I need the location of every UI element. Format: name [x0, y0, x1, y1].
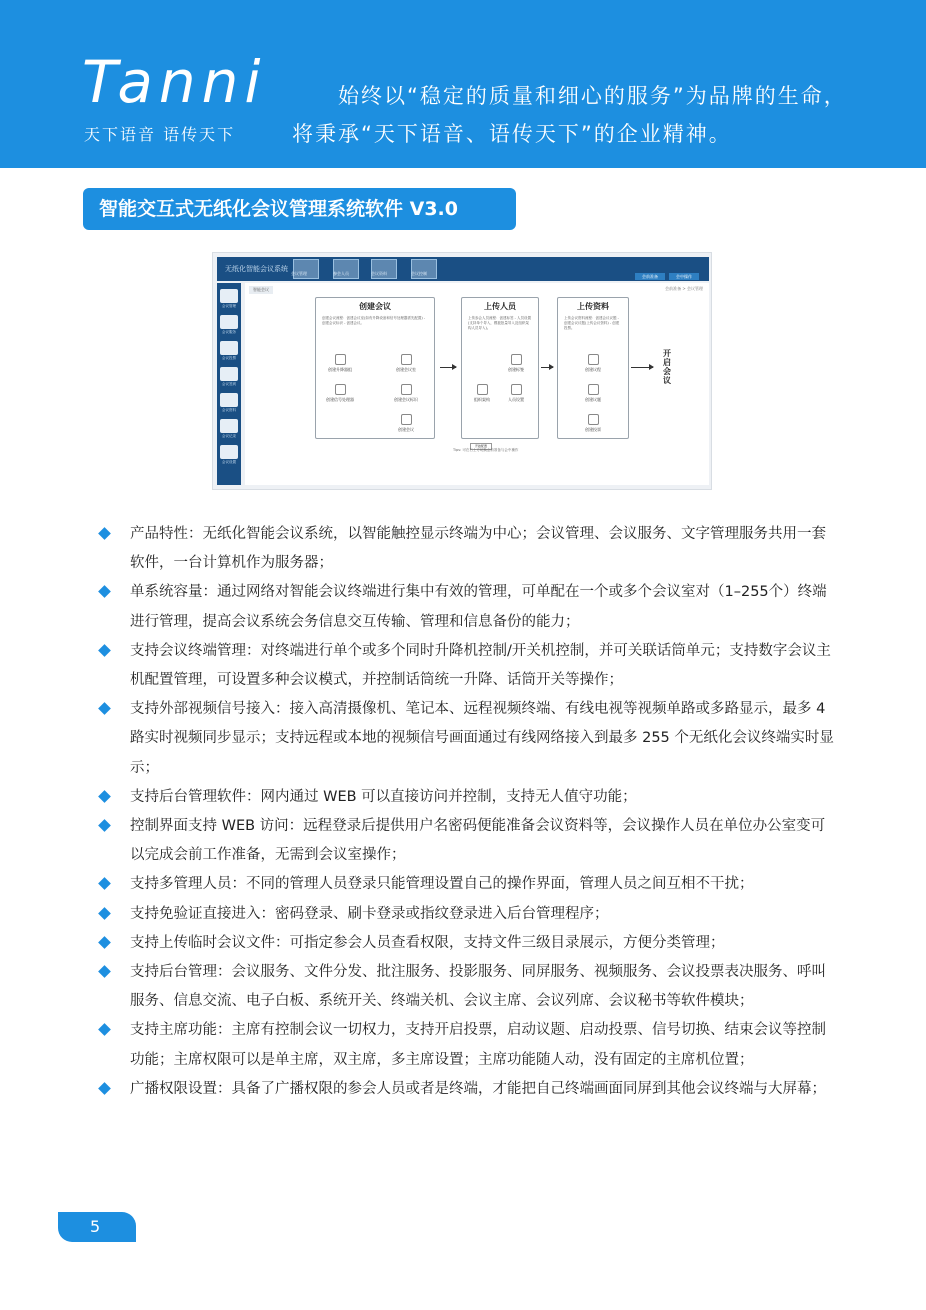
feature-text: 支持主席功能：主席有控制会议一切权力，支持开启投票，启动议题、启动投票、信号切换、结束会议等控制功能；主席权限可以是单主席，双主席，多主席设置；主席功能随人动，没有固定的主席机位置；: [130, 1022, 826, 1068]
diamond-bullet-icon: [98, 527, 111, 540]
feature-text: 控制界面支持 WEB 访问：远程登录后提供用户名密码便能准备会议资料等，会议操作人员在单位办公室变可以完成会前工作准备，无需到会议室操作；: [130, 818, 826, 864]
flow-description: 上传会议资料流程：创建会议议题 - 创建会议议题(上传会议资料) - 创建投票。: [564, 316, 620, 330]
sidebar-item[interactable]: [220, 289, 238, 303]
flow-node-icon: [588, 354, 599, 365]
sidebar-item[interactable]: [220, 341, 238, 355]
sidebar-item[interactable]: [220, 315, 238, 329]
diamond-bullet-icon: [98, 936, 111, 949]
flow-node: [386, 384, 426, 403]
flow-node-label: 组织架构: [474, 397, 490, 402]
slogan-line-1: 始终以“稳定的质量和细心的服务”为品牌的生命，: [338, 84, 847, 108]
sidebar-item-label: 会议记录: [222, 434, 236, 438]
feature-item: [98, 1016, 838, 1074]
flow-upload-docs: [557, 297, 629, 439]
flow-node-icon: [401, 414, 412, 425]
feature-text: 产品特性：无纸化智能会议系统，以智能触控显示终端为中心；会议管理、会议服务、文字管理服务共用一套软件，一台计算机作为服务器；: [130, 526, 826, 572]
flow-node: [320, 384, 360, 403]
feature-item: [98, 812, 838, 870]
software-screenshot: [212, 252, 712, 490]
slogan-line-2: 将秉承“天下语音、语传天下”的企业精神。: [292, 122, 732, 146]
flow-node-icon: [335, 354, 346, 365]
flow-node: [573, 384, 613, 403]
flow-node-icon: [588, 384, 599, 395]
app-tab-label: 会议管理: [291, 271, 307, 276]
app-main-panel: [245, 283, 709, 485]
sidebar-item-label: 会议服务: [222, 330, 236, 334]
feature-text: 支持后台管理软件：网内通过 WEB 可以直接访问并控制，支持无人值守功能；: [130, 788, 637, 805]
feature-item: [98, 900, 838, 929]
feature-item: [98, 958, 838, 1016]
open-meeting-label: 开启会议: [663, 349, 671, 385]
diamond-bullet-icon: [98, 586, 111, 599]
flow-node-icon: [511, 354, 522, 365]
pre-meeting-button[interactable]: 会前准备: [635, 273, 665, 280]
flow-node-icon: [477, 384, 488, 395]
feature-text: 支持上传临时会议文件：可指定参会人员查看权限，支持文件三级目录展示，方便分类管理；: [130, 934, 725, 951]
diamond-bullet-icon: [98, 1082, 111, 1095]
flow-arrow-icon: [541, 367, 553, 368]
app-sidebar: [217, 283, 241, 485]
flow-node: [573, 354, 613, 373]
flow-node: [320, 354, 360, 373]
feature-item: [98, 1075, 838, 1104]
flow-node-label: 人员设置: [508, 397, 524, 402]
feature-text: 支持免验证直接进入：密码登录、刷卡登录或指纹登录进入后台管理程序；: [130, 905, 609, 922]
feature-item: [98, 578, 838, 636]
feature-item: [98, 870, 838, 899]
flow-node-label: 创建升降器组: [328, 367, 352, 372]
flow-node: [386, 414, 426, 433]
flow-create-meeting: [315, 297, 435, 439]
sidebar-item[interactable]: [220, 445, 238, 459]
diamond-bullet-icon: [98, 878, 111, 891]
flow-title: 上传人员: [484, 302, 516, 311]
diamond-bullet-icon: [98, 702, 111, 715]
feature-text: 支持外部视频信号接入：接入高清摄像机、笔记本、远程视频终端、有线电视等视频单路或多路显示，最多 4 路实时视频同步显示；支持远程或本地的视频信号画面通过有线网络接入到最多 255 个无纸化会议终端实时显示；: [130, 701, 834, 776]
feature-text: 支持后台管理：会议服务、文件分发、批注服务、投影服务、同屏服务、视频服务、会议投票表决服务、呼叫服务、信息交流、电子白板、系统开关、终端关机、会议主席、会议列席、会议秘书等软件模块；: [130, 964, 826, 1010]
brand-tagline: 天下语音 语传天下: [84, 125, 236, 144]
flow-node-label: 创建议程: [585, 367, 601, 372]
page-number: 5: [90, 1217, 101, 1236]
sidebar-item[interactable]: [220, 393, 238, 407]
feature-text: 广播权限设置：具备了广播权限的参会人员或者是终端，才能把自己终端画面同屏到其他会议终端与大屏幕；: [130, 1080, 826, 1097]
feature-item: [98, 929, 838, 958]
sidebar-item[interactable]: [220, 419, 238, 433]
flow-arrow-icon: [440, 367, 456, 368]
app-tab-label: 会议控制: [411, 271, 427, 276]
page-number-tab: [58, 1212, 136, 1242]
feature-item: [98, 520, 838, 578]
flow-node-icon: [335, 384, 346, 395]
app-tab-label: 参会人员: [333, 271, 349, 276]
flow-upload-people: [461, 297, 539, 439]
diamond-bullet-icon: [98, 644, 111, 657]
sidebar-item-label: 会议资料: [222, 408, 236, 412]
flow-description: 创建会议流程：创建会议室(如有升降设备和信号处理器需先配置) - 创建会议标识 - 创建会议。: [322, 316, 426, 325]
flow-node-label: 创建会议标识: [394, 397, 418, 402]
diamond-bullet-icon: [98, 907, 111, 920]
flow-node-icon: [511, 384, 522, 395]
flow-description: 上传参会人员流程：创建标签 - 人员设置(支持单个导入，模板批量导入及组织架构人员导入)。: [468, 316, 531, 330]
app-top-bar: [217, 257, 709, 281]
flow-node-icon: [401, 384, 412, 395]
sidebar-item-label: 会议管理: [222, 304, 236, 308]
feature-item: [98, 783, 838, 812]
flow-node: [496, 354, 536, 373]
flow-node: [573, 414, 613, 433]
feature-text: 支持多管理人员：不同的管理人员登录只能管理设置自己的操作界面，管理人员之间互相不干扰；: [130, 876, 754, 893]
breadcrumb: 智能会议: [249, 286, 273, 294]
feature-text: 支持会议终端管理：对终端进行单个或多个同时升降机控制/开关机控制，并可关联话筒单元；支持数字会议主机配置管理，可设置多种会议模式，并控制话筒统一升降、话筒开关等操作；: [130, 642, 831, 689]
flow-node: [386, 354, 426, 373]
feature-list: [98, 520, 838, 1104]
diamond-bullet-icon: [98, 1024, 111, 1037]
sidebar-item-label: 会议设置: [222, 460, 236, 464]
feature-item: [98, 695, 838, 783]
breadcrumb-path: 会前准备 > 会议管理: [665, 286, 703, 291]
flow-title: 上传资料: [577, 302, 609, 311]
sidebar-item[interactable]: [220, 367, 238, 381]
section-title: 智能交互式无纸化会议管理系统软件 V3.0: [83, 188, 516, 230]
flow-node-icon: [588, 414, 599, 425]
brand-logo: Tanni: [82, 48, 267, 116]
flow-title: 创建会议: [359, 302, 391, 311]
flow-node-label: 创建会议室: [396, 367, 416, 372]
start-config-button[interactable]: 开始配置: [470, 443, 492, 450]
app-tab-label: 会议资料: [371, 271, 387, 276]
flow-node: [496, 384, 536, 403]
sidebar-item-label: 会议签到: [222, 382, 236, 386]
flow-node-label: 创建会议: [398, 427, 414, 432]
sidebar-item-label: 会议投票: [222, 356, 236, 360]
flow-node-label: 创建投票: [585, 427, 601, 432]
diamond-bullet-icon: [98, 790, 111, 803]
header-band: [0, 0, 926, 168]
feature-item: [98, 637, 838, 695]
app-title: 无纸化智能会议系统: [225, 265, 288, 273]
flow-arrow-icon: [631, 367, 653, 368]
flow-node-label: 创建标签: [508, 367, 524, 372]
flow-node-icon: [401, 354, 412, 365]
diamond-bullet-icon: [98, 819, 111, 832]
screenshot-caption: Tips: 可在右上方切换会前准备与会中操作: [453, 448, 519, 452]
diamond-bullet-icon: [98, 965, 111, 978]
feature-text: 单系统容量：通过网络对智能会议终端进行集中有效的管理，可单配在一个或多个会议室对（1–255个）终端进行管理，提高会议系统会务信息交互传输、管理和信息备份的能力；: [130, 584, 827, 630]
flow-node-label: 创建议题: [585, 397, 601, 402]
in-meeting-button[interactable]: 会中操作: [669, 273, 699, 280]
flow-node-label: 创建信号处理器: [326, 397, 354, 402]
